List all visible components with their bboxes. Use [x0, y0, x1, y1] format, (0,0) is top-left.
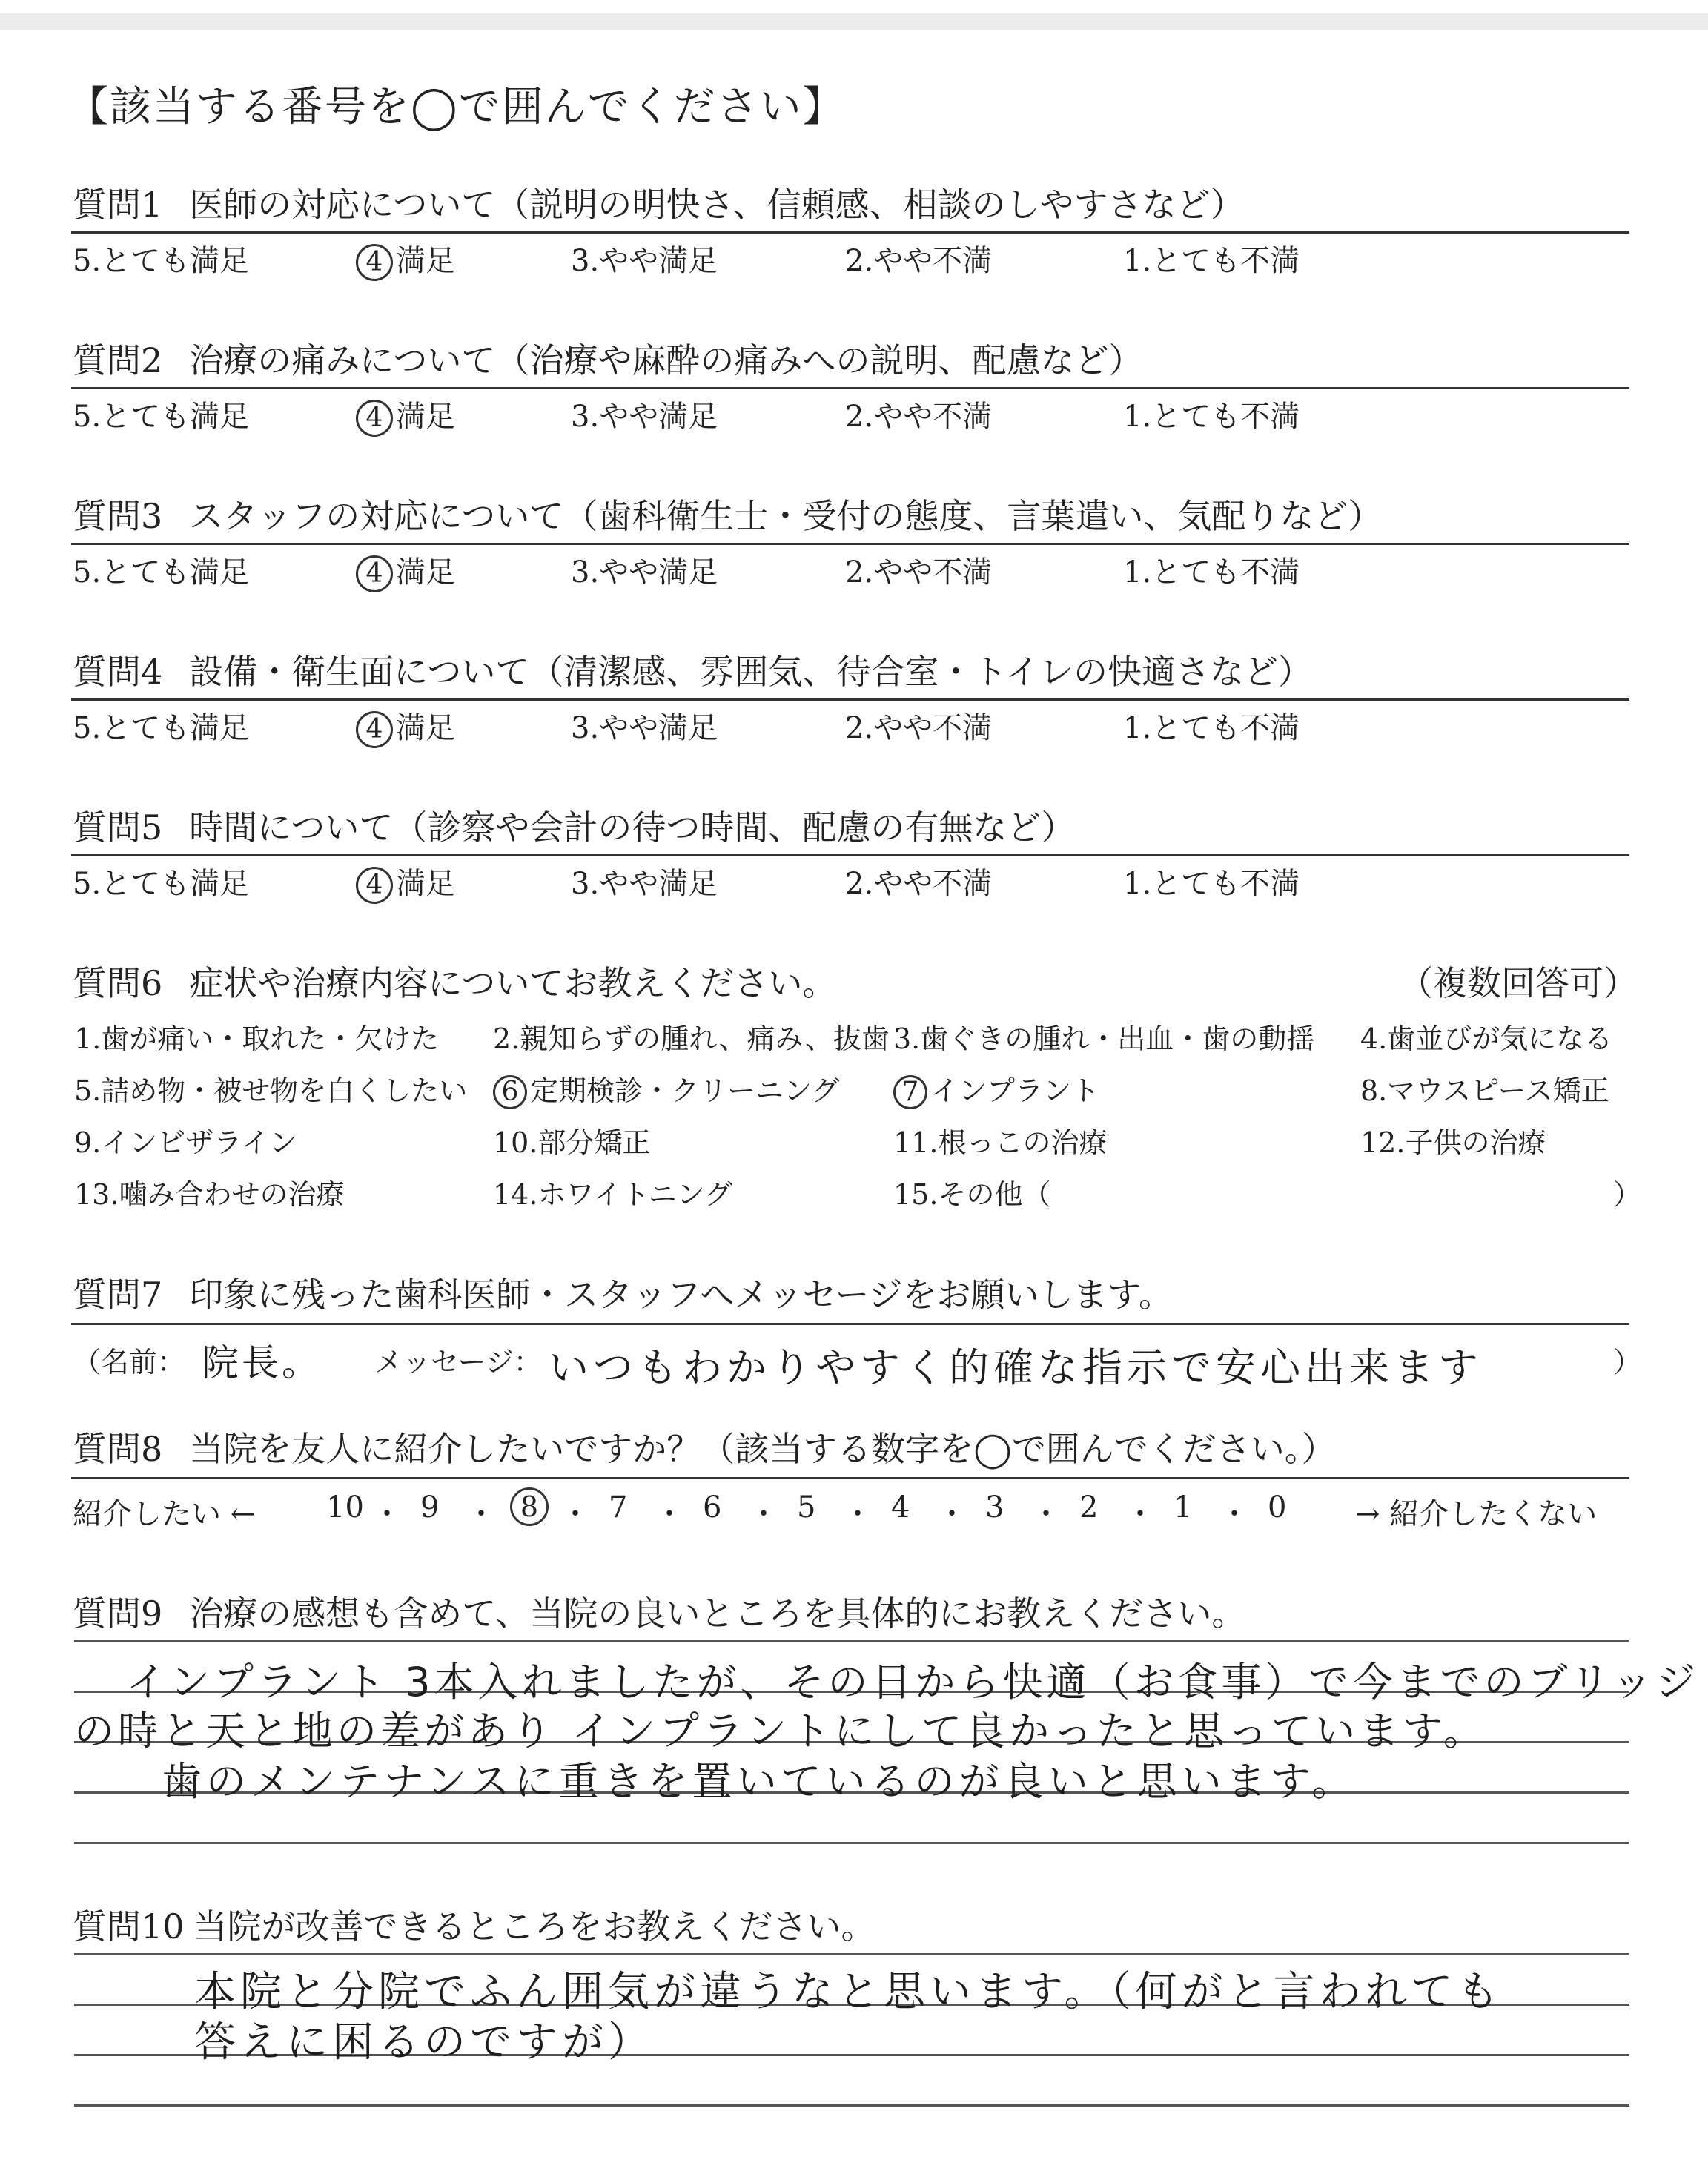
rating-option[interactable] [356, 393, 455, 437]
circled-choice-number: 4 [356, 711, 393, 748]
choice-number: 12. [1360, 1126, 1406, 1159]
choice-label: とても不満 [1151, 711, 1300, 745]
symptom-option[interactable] [893, 1016, 1314, 1057]
choice-number: 13. [74, 1178, 119, 1211]
choice-label: とても満足 [101, 867, 250, 901]
question-rule [71, 231, 1629, 234]
choice-label: やや不満 [873, 400, 993, 434]
rating-option[interactable] [356, 237, 455, 281]
scale-number[interactable]: 0 [1268, 1490, 1287, 1525]
name-label: （名前： [73, 1346, 186, 1378]
rating-options [0, 704, 1708, 749]
choice-number: 2. [845, 711, 874, 745]
choice-number: 2. [845, 244, 874, 278]
other-close-paren: ） [1613, 1178, 1642, 1211]
rating-option[interactable] [845, 860, 992, 902]
question-number: 質問8 [73, 1429, 163, 1469]
choice-label: 歯並びが気になる [1387, 1023, 1613, 1055]
question-text: 当院が改善できるところをお教えください。 [193, 1906, 875, 1946]
choice-number: 11. [893, 1126, 939, 1159]
handwritten-answer-line: 歯のメンテナンスに重きを置いているのが良いと思います。 [162, 1758, 1357, 1805]
choice-label: とても満足 [101, 555, 250, 589]
choice-label: とても不満 [1151, 400, 1300, 434]
choice-number: 1. [1123, 400, 1152, 434]
question-number: 質問7 [73, 1275, 163, 1315]
choice-label: 満足 [396, 244, 455, 278]
scale-number[interactable]: 2 [1079, 1490, 1099, 1525]
rating-option[interactable] [73, 860, 249, 902]
choice-number: 3. [893, 1023, 921, 1055]
rating-option[interactable] [1123, 237, 1300, 280]
question-number: 質問4 [73, 652, 163, 692]
rating-option[interactable] [1123, 704, 1300, 747]
choice-label: やや満足 [599, 400, 718, 434]
question-number: 質問3 [73, 496, 163, 536]
scale-number[interactable]: 5 [797, 1490, 816, 1525]
rating-option[interactable] [845, 393, 992, 435]
symptom-option[interactable] [493, 1068, 839, 1109]
question-number: 質問10 [73, 1906, 185, 1946]
scale-separator: ・ [749, 1497, 778, 1531]
choice-label: 部分矯正 [537, 1126, 651, 1159]
choice-label: 満足 [396, 555, 455, 589]
scale-separator: ・ [843, 1497, 873, 1531]
rating-options [0, 237, 1708, 282]
choice-number: 1. [1123, 244, 1152, 278]
choice-label: やや満足 [599, 711, 718, 745]
symptom-option[interactable] [74, 1120, 297, 1160]
scale-separator: ・ [560, 1497, 590, 1531]
choice-number: 5. [74, 1074, 102, 1107]
question-text: 治療の感想も含めて、当院の良いところを具体的にお教えください。 [189, 1593, 1246, 1634]
circled-choice-number: 4 [356, 867, 393, 904]
choice-label: 根っこの治療 [938, 1126, 1108, 1159]
symptom-option[interactable] [74, 1016, 439, 1057]
question-text: 時間について（診察や会計の待つ時間、配慮の有無など） [189, 807, 1076, 848]
question-text: 印象に残った歯科医師・スタッフへメッセージをお願いします。 [189, 1275, 1173, 1315]
choice-number: 5. [73, 867, 102, 901]
question-3-title [73, 489, 1382, 538]
question-text: 医師の対応について（説明の明快さ、信頼感、相談のしやすさなど） [189, 185, 1245, 225]
rating-option[interactable] [73, 237, 249, 280]
rating-options [0, 393, 1708, 437]
choice-label: やや満足 [599, 244, 718, 278]
rating-option[interactable] [73, 549, 249, 591]
question-text: スタッフの対応について（歯科衛生士・受付の態度、言葉遣い、気配りなど） [189, 496, 1383, 536]
scale-separator: ・ [1125, 1497, 1155, 1531]
scale-separator: ・ [655, 1497, 684, 1531]
choice-number: 2. [845, 867, 874, 901]
choice-number: 3. [571, 867, 600, 901]
question-10-title [73, 1900, 875, 1949]
circled-choice-number: 4 [356, 555, 393, 592]
circled-choice-number: 6 [493, 1075, 527, 1109]
rating-options [0, 860, 1708, 905]
choice-label: マウスピース矯正 [1387, 1074, 1609, 1107]
symptom-option[interactable] [493, 1016, 890, 1057]
choice-number: 9. [74, 1126, 102, 1159]
handwritten-answer-line: インプラント 3本入れましたが、その日から快適（お食事）で今までのブリッジ [126, 1659, 1700, 1705]
choice-label: 満足 [396, 400, 455, 434]
question-text: 当院を友人に紹介したいですか？（該当する数字を◯で囲んでください。） [189, 1429, 1336, 1469]
choice-number: 3. [571, 711, 600, 745]
circled-choice-number: 4 [356, 400, 393, 437]
rating-option[interactable] [845, 704, 992, 747]
question-number: 質問1 [73, 185, 163, 225]
choice-number: 5. [73, 555, 102, 589]
choice-label: 歯が痛い・取れた・欠けた [101, 1023, 440, 1055]
choice-number: 4. [1360, 1023, 1388, 1055]
rating-option[interactable] [1123, 393, 1300, 435]
question-number: 質問6 [73, 963, 163, 1003]
question-6-title [73, 957, 836, 1005]
choice-label: やや不満 [873, 711, 993, 745]
question-8-title [73, 1422, 1336, 1471]
rating-option[interactable] [571, 549, 718, 591]
question-7-title [73, 1268, 1173, 1317]
choice-label: その他（ [938, 1178, 1051, 1211]
scale-separator: ・ [1031, 1497, 1061, 1531]
rating-option[interactable] [571, 393, 718, 435]
symptom-option[interactable] [1360, 1016, 1612, 1057]
choice-label: とても満足 [101, 711, 250, 745]
question-2-title [73, 334, 1142, 383]
scale-number[interactable]: 4 [891, 1490, 910, 1525]
scale-number[interactable]: 9 [420, 1490, 440, 1525]
question-rule [71, 854, 1629, 856]
answer-line [74, 1953, 1629, 1955]
question-rule [71, 698, 1629, 701]
scale-number[interactable]: 6 [703, 1490, 722, 1525]
choice-label: 噛み合わせの治療 [119, 1178, 345, 1211]
choice-label: とても満足 [101, 400, 250, 434]
symptom-option[interactable] [493, 1120, 650, 1160]
question-rule [71, 543, 1629, 545]
choice-label: とても不満 [1151, 244, 1300, 278]
choice-number: 2. [845, 400, 874, 434]
choice-number: 10. [493, 1126, 538, 1159]
rating-options [0, 549, 1708, 593]
choice-label: やや不満 [873, 555, 993, 589]
choice-label: やや満足 [599, 867, 718, 901]
choice-label: 満足 [396, 711, 455, 745]
handwritten-name: 院長。 [202, 1341, 322, 1384]
symptom-option[interactable] [1360, 1120, 1546, 1160]
choice-number: 5. [73, 244, 102, 278]
circled-choice-number: 7 [893, 1075, 927, 1109]
answer-line [74, 1842, 1629, 1844]
choice-label: 満足 [396, 867, 455, 901]
rating-option[interactable] [356, 860, 455, 904]
choice-label: 定期検診・クリーニング [530, 1074, 840, 1107]
scale-number[interactable]: 1 [1174, 1490, 1193, 1525]
message-close-paren: ） [1613, 1346, 1642, 1378]
symptom-option[interactable] [74, 1172, 344, 1212]
choice-number: 5. [73, 400, 102, 434]
message-label: メッセージ： [374, 1346, 542, 1378]
rating-option[interactable] [1123, 549, 1300, 591]
scan-top-band [0, 13, 1708, 30]
handwritten-answer-line: 本院と分院でふん囲気が違うなと思います。（何がと言われても [194, 1968, 1503, 2016]
symptom-option[interactable] [74, 1068, 467, 1109]
multiple-answer-note: （複数回答可） [1399, 963, 1638, 1003]
rating-option[interactable] [73, 704, 249, 747]
circled-choice-number: 4 [356, 244, 393, 281]
choice-number: 15. [893, 1178, 939, 1211]
rating-option[interactable] [1123, 860, 1300, 902]
choice-number: 3. [571, 244, 600, 278]
choice-number: 1. [1123, 555, 1152, 589]
question-4-title [73, 645, 1312, 694]
choice-label: 詰め物・被せ物を白くしたい [101, 1074, 468, 1107]
choice-label: ホワイトニング [537, 1178, 733, 1211]
choice-number: 5. [73, 711, 102, 745]
question-5-title [73, 801, 1075, 850]
scale-separator: ・ [937, 1497, 967, 1531]
scale-separator: ・ [372, 1497, 402, 1531]
choice-label: インプラント [930, 1074, 1100, 1107]
question-text: 症状や治療内容についてお教えください。 [189, 963, 837, 1003]
question-rule [71, 1477, 1629, 1479]
choice-number: 3. [571, 400, 600, 434]
choice-label: やや不満 [873, 244, 993, 278]
choice-number: 14. [493, 1178, 538, 1211]
question-rule [71, 387, 1629, 389]
choice-number: 3. [571, 555, 600, 589]
choice-label: 親知らずの腫れ、痛み、抜歯 [520, 1023, 890, 1055]
rating-option[interactable] [571, 704, 718, 747]
question-rule [71, 1323, 1629, 1325]
question-number: 質問5 [73, 807, 163, 848]
choice-label: とても不満 [1151, 867, 1300, 901]
question-text: 治療の痛みについて（治療や麻酔の痛みへの説明、配慮など） [189, 340, 1143, 380]
choice-number: 2. [845, 555, 874, 589]
choice-label: 子供の治療 [1405, 1126, 1546, 1159]
question-number: 質問2 [73, 340, 163, 380]
choice-number: 2. [493, 1023, 520, 1055]
rating-option[interactable] [845, 549, 992, 591]
rating-option[interactable] [73, 393, 249, 435]
choice-number: 1. [74, 1023, 102, 1055]
rating-option[interactable] [356, 549, 455, 592]
choice-label: とても不満 [1151, 555, 1300, 589]
handwritten-answer-line: 答えに困るのですが） [194, 2018, 654, 2067]
question-9-title [73, 1587, 1245, 1636]
question-number: 質問9 [73, 1593, 163, 1634]
scale-number[interactable]: 3 [985, 1490, 1004, 1525]
choice-number: 1. [1123, 867, 1152, 901]
choice-number: 8. [1360, 1074, 1388, 1107]
scale-number[interactable]: 10 [326, 1490, 364, 1525]
handwritten-answer-line: の時と天と地の差があり インプラントにして良かったと思っています。 [74, 1708, 1487, 1754]
choice-label: インビザライン [101, 1126, 298, 1159]
scale-separator: ・ [466, 1497, 496, 1531]
scale-number[interactable]: 7 [609, 1490, 628, 1525]
rating-option[interactable] [571, 237, 718, 280]
symptom-option[interactable] [893, 1172, 1050, 1212]
symptom-option[interactable] [1360, 1068, 1609, 1109]
choice-label: やや満足 [599, 555, 718, 589]
choice-label: やや不満 [873, 867, 993, 901]
rating-option[interactable] [356, 704, 455, 748]
choice-label: 歯ぐきの腫れ・出血・歯の動揺 [920, 1023, 1315, 1055]
scale-separator: ・ [1219, 1497, 1249, 1531]
question-text: 設備・衛生面について（清潔感、雰囲気、待合室・トイレの快適さなど） [189, 652, 1313, 692]
question-1-title [73, 178, 1245, 227]
scale-left-label: 紹介したい ← [73, 1497, 256, 1531]
answer-line [74, 1640, 1629, 1642]
handwritten-message: いつもわかりやすく的確な指示で安心出来ます [549, 1344, 1483, 1391]
choice-number: 1. [1123, 711, 1152, 745]
answer-line [74, 2104, 1629, 2107]
scale-right-label: → 紹介したくない [1355, 1497, 1598, 1531]
scale-number-circled[interactable]: 8 [510, 1487, 549, 1526]
symptom-option[interactable] [893, 1068, 1099, 1109]
recommend-scale [0, 1490, 1708, 1535]
symptom-option[interactable] [893, 1120, 1107, 1160]
choice-label: とても満足 [101, 244, 250, 278]
rating-option[interactable] [845, 237, 992, 280]
page-heading: 【該当する番号を◯で囲んでください】 [67, 83, 846, 131]
rating-option[interactable] [571, 860, 718, 902]
symptom-option[interactable] [493, 1172, 732, 1212]
